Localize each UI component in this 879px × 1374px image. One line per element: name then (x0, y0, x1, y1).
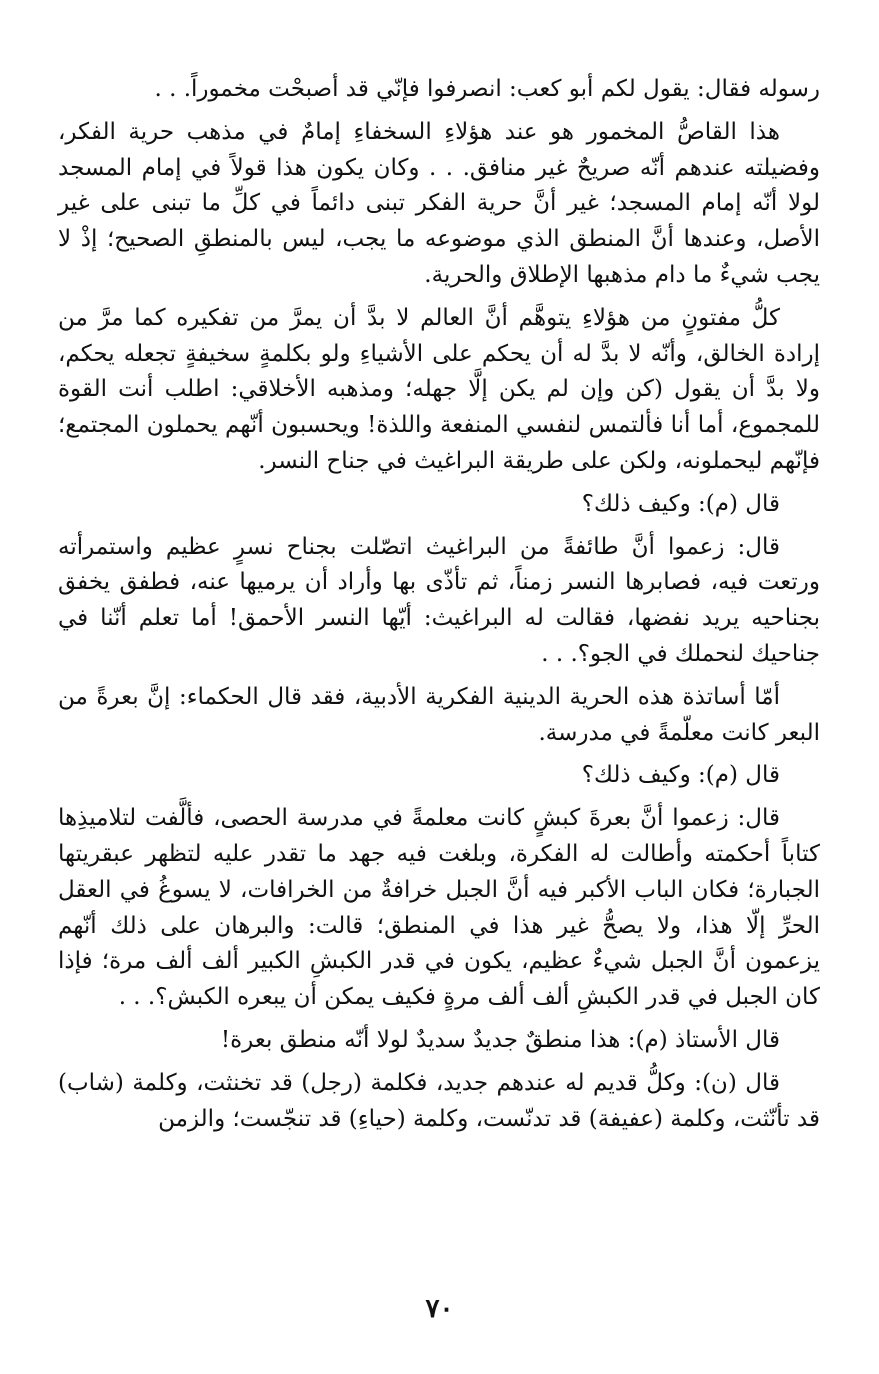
paragraph-7: قال (م): وكيف ذلك؟ (581, 762, 780, 789)
paragraph-3: كلُّ مفتونٍ من هؤلاءِ يتوهَّم أنَّ العالم لا بدَّ أن يمرَّ من تفكيره كما مرَّ من إرادة الخالق، وأنّه لا بدَّ له أن يحكم على الأشياءِ ولو بكلمةٍ سخيفةٍ تجعله يحكم، ولا بدَّ أن يقول (كن وإن لم يكن إلَّا جهله؛ ومذهبه الأخلاقي: اطلب أنت القوة للمجموع، أما أنا فألتمس لنفسي المنفعة واللذة! ويحسبون أنّهم يحملون المجتمع؛ فإنّهم ليحملونه، ولكن على طريقة البراغيث في جناح النسر. (58, 304, 820, 474)
page-body (58, 72, 820, 1144)
paragraph-6: أمّا أساتذة هذه الحرية الدينية الفكرية الأدبية، فقد قال الحكماء: إنَّ بعرةً من البعر كانت معلّمةً في مدرسة. (58, 683, 820, 746)
paragraph-2: هذا القاصُّ المخمور هو عند هؤلاءِ السخفاءِ إمامٌ في مذهب حرية الفكر، وفضيلته عندهم أنّه صريحٌ غير منافق. . . وكان يكون هذا قولاً في إمام المسجد لولا أنّه إمام المسجد؛ غير أنَّ حرية الفكر تبنى دائماً في كلِّ ما تبنى على غير الأصل، وعندها أنَّ المنطق الذي موضوعه ما يجب، ليس بالمنطقِ الصحيح؛ إذْ لا يجب شيءٌ ما دام مذهبها الإطلاق والحرية. (58, 118, 820, 288)
paragraph-1: رسوله فقال: يقول لكم أبو كعب: انصرفوا فإنّي قد أصبحْت مخموراً. . . (154, 76, 820, 102)
paragraph-8: قال: زعموا أنَّ بعرةَ كبشٍ كانت معلمةً في مدرسة الحصى، فألَّفت لتلاميذِها كتاباً أحكمته وأطالت له الفكرة، وبلغت فيه جهد ما تقدر عليه لتظهر عبقريتها الجبارة؛ فكان الباب الأكبر فيه أنَّ الجبل خرافةٌ من الخرافات، لا يسوغُ في العقل الحرِّ إلّا هذا، ولا يصحُّ غير هذا في المنطق؛ قالت: والبرهان على ذلك أنّهم يزعمون أنَّ الجبل شيءٌ عظيم، يكون في قدر الكبشِ الكبير ألف ألف مرة؛ فإذا كان الجبل في قدر الكبشِ ألف ألف مرةٍ فكيف يمكن أن يبعره الكبش؟. . . (58, 805, 820, 1011)
paragraph-9: قال الأستاذ (م): هذا منطقٌ جديدٌ سديدٌ لولا أنّه منطق بعرة! (220, 1026, 780, 1053)
paragraph-10: قال (ن): وكلُّ قديم له عندهم جديد، فكلمة (رجل) قد تخنثت، وكلمة (شاب) قد تأنّثت، وكلمة (عفيفة) قد تدنّست، وكلمة (حياءِ) قد تنجّست؛ والزمن (58, 1069, 820, 1132)
paragraph-4: قال (م): وكيف ذلك؟ (581, 490, 780, 517)
page-number: ٧٠ (425, 1294, 454, 1324)
paragraph-5: قال: زعموا أنَّ طائفةً من البراغيث اتصّلت بجناح نسرٍ عظيم واستمرأته ورتعت فيه، فصابرها النسر زمناً، ثم تأذّى بها وأراد أن يرميها عنه، فطفق يخفق بجناحيه يريد نفضها، فقالت له البراغيث: أيّها النسر الأحمق! أما تعلم أنّنا في جناحيك لنحملك في الجو؟. . . (58, 533, 820, 667)
